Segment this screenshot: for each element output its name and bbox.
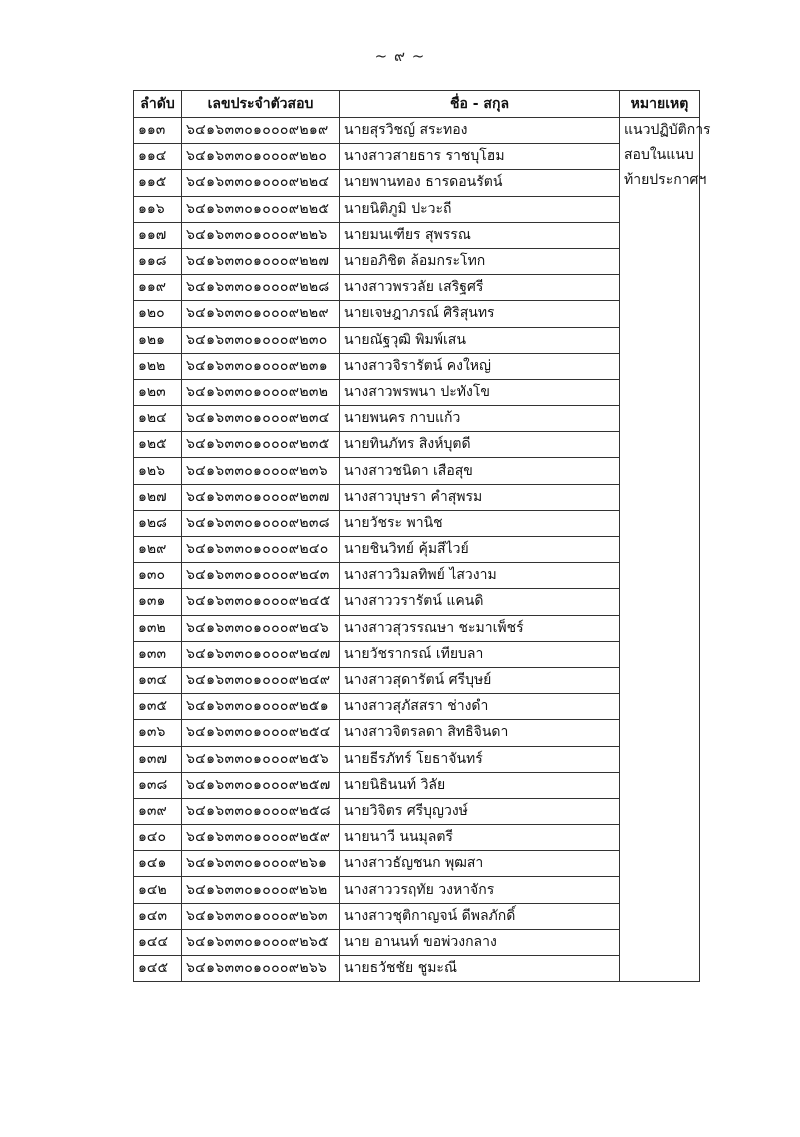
order-cell: ๑๒๖ <box>134 458 182 484</box>
name-cell: นายพนคร กาบแก้ว <box>340 406 620 432</box>
exam-id-cell: ๖๔๑๖๓๓๐๑๐๐๐๙๒๖๕ <box>182 929 340 955</box>
order-cell: ๑๓๓ <box>134 641 182 667</box>
name-cell: นางสาวชนิดา เสือสุข <box>340 458 620 484</box>
order-cell: ๑๓๕ <box>134 694 182 720</box>
table-row <box>134 458 700 484</box>
order-cell: ๑๒๒ <box>134 353 182 379</box>
table-row <box>134 406 700 432</box>
exam-id-cell: ๖๔๑๖๓๓๐๑๐๐๐๙๒๔๐ <box>182 537 340 563</box>
order-cell: ๑๔๒ <box>134 877 182 903</box>
exam-id-cell: ๖๔๑๖๓๓๐๑๐๐๐๙๒๖๓ <box>182 903 340 929</box>
order-cell: ๑๒๔ <box>134 406 182 432</box>
exam-id-cell: ๖๔๑๖๓๓๐๑๐๐๐๙๒๒๖ <box>182 222 340 248</box>
table-row <box>134 327 700 353</box>
exam-id-cell: ๖๔๑๖๓๓๐๑๐๐๐๙๒๖๖ <box>182 956 340 982</box>
table-row <box>134 275 700 301</box>
table-row <box>134 484 700 510</box>
name-cell: นายวัชระ พานิช <box>340 510 620 536</box>
table-row <box>134 563 700 589</box>
name-cell: นายอภิชิต ล้อมกระโทก <box>340 248 620 274</box>
remark-line: สอบในแนบ <box>624 147 694 163</box>
table-row <box>134 510 700 536</box>
table-row <box>134 667 700 693</box>
order-cell: ๑๓๘ <box>134 772 182 798</box>
order-cell: ๑๔๑ <box>134 851 182 877</box>
name-cell: นางสาวธัญชนก พุฒสา <box>340 851 620 877</box>
exam-id-cell: ๖๔๑๖๓๓๐๑๐๐๐๙๒๔๕ <box>182 589 340 615</box>
exam-id-cell: ๖๔๑๖๓๓๐๑๐๐๐๙๒๔๙ <box>182 667 340 693</box>
table-row <box>134 694 700 720</box>
name-cell: นายวิจิตร ศรีบุญวงษ์ <box>340 798 620 824</box>
name-cell: นางสาววรารัตน์ แคนดิ <box>340 589 620 615</box>
name-cell: นายวัชรากรณ์ เทียบลา <box>340 641 620 667</box>
exam-id-cell: ๖๔๑๖๓๓๐๑๐๐๐๙๒๓๑ <box>182 353 340 379</box>
table-row <box>134 353 700 379</box>
order-cell: ๑๒๕ <box>134 432 182 458</box>
table-row <box>134 589 700 615</box>
exam-id-cell: ๖๔๑๖๓๓๐๑๐๐๐๙๒๓๐ <box>182 327 340 353</box>
name-cell: นายนาวี นนมุลตรี <box>340 825 620 851</box>
name-cell: นางสาวพรพนา ปะทังโข <box>340 379 620 405</box>
table-row <box>134 746 700 772</box>
name-cell: นางสาวสายธาร ราชบุโฮม <box>340 144 620 170</box>
exam-id-cell: ๖๔๑๖๓๓๐๑๐๐๐๙๒๔๓ <box>182 563 340 589</box>
name-cell: นายนิธินนท์ วิลัย <box>340 772 620 798</box>
order-cell: ๑๒๙ <box>134 537 182 563</box>
exam-id-cell: ๖๔๑๖๓๓๐๑๐๐๐๙๒๓๘ <box>182 510 340 536</box>
name-cell: นายธวัชชัย ชูมะณี <box>340 956 620 982</box>
name-cell: นางสาวสุดารัตน์ ศรีบุษย์ <box>340 667 620 693</box>
name-cell: นายชินวิทย์ คุ้มสีไวย์ <box>340 537 620 563</box>
remark-line: แนวปฏิบัติการ <box>624 122 711 138</box>
table-row <box>134 615 700 641</box>
order-cell: ๑๑๓ <box>134 118 182 144</box>
table-body <box>134 118 711 982</box>
table-row <box>134 196 700 222</box>
order-cell: ๑๓๒ <box>134 615 182 641</box>
examinee-table <box>133 90 711 982</box>
table-row <box>134 301 700 327</box>
name-cell: นางสาวจิรารัตน์ คงใหญ่ <box>340 353 620 379</box>
exam-id-cell: ๖๔๑๖๓๓๐๑๐๐๐๙๒๒๕ <box>182 196 340 222</box>
table-row <box>134 851 700 877</box>
page-number: ~ ๙ ~ <box>374 47 426 65</box>
header-exam-id: เลขประจำตัวสอบ <box>182 91 340 118</box>
order-cell: ๑๑๕ <box>134 170 182 196</box>
name-cell: นายพานทอง ธารดอนรัตน์ <box>340 170 620 196</box>
order-cell: ๑๑๙ <box>134 275 182 301</box>
exam-id-cell: ๖๔๑๖๓๓๐๑๐๐๐๙๒๕๔ <box>182 720 340 746</box>
name-cell: นายนิติภูมิ ปะวะถี <box>340 196 620 222</box>
name-cell: นางสาวชุติกาญจน์ ดีพลภักดิ์ <box>340 903 620 929</box>
name-cell: นางสาววรฤทัย วงหาจักร <box>340 877 620 903</box>
name-cell: นายสุรวิชญ์ สระทอง <box>340 118 620 144</box>
header-remark: หมายเหตุ <box>620 91 700 118</box>
table-row <box>134 903 700 929</box>
order-cell: ๑๓๙ <box>134 798 182 824</box>
exam-id-cell: ๖๔๑๖๓๓๐๑๐๐๐๙๒๒๙ <box>182 301 340 327</box>
name-cell: นายเจษฎาภรณ์ ศิริสุนทร <box>340 301 620 327</box>
order-cell: ๑๑๗ <box>134 222 182 248</box>
order-cell: ๑๓๑ <box>134 589 182 615</box>
order-cell: ๑๒๗ <box>134 484 182 510</box>
name-cell: นางสาววิมลทิพย์ ไสวงาม <box>340 563 620 589</box>
remark-cell <box>620 118 711 982</box>
table-row <box>134 929 700 955</box>
table-row <box>134 537 700 563</box>
table-row <box>134 170 700 196</box>
name-cell: นางสาวพรวลัย เสริฐศรี <box>340 275 620 301</box>
table-row <box>134 877 700 903</box>
name-cell: นายทินภัทร สิงห์บุตดี <box>340 432 620 458</box>
table-row <box>134 222 700 248</box>
exam-id-cell: ๖๔๑๖๓๓๐๑๐๐๐๙๒๒๗ <box>182 248 340 274</box>
exam-id-cell: ๖๔๑๖๓๓๐๑๐๐๐๙๒๖๑ <box>182 851 340 877</box>
order-cell: ๑๒๑ <box>134 327 182 353</box>
header-name: ชื่อ - สกุล <box>340 91 620 118</box>
table-row <box>134 956 700 982</box>
exam-id-cell: ๖๔๑๖๓๓๐๑๐๐๐๙๒๕๑ <box>182 694 340 720</box>
table-row <box>134 772 700 798</box>
name-cell: นายธีรภัทร์ โยธาจันทร์ <box>340 746 620 772</box>
name-cell: นาย อานนท์ ขอพ่วงกลาง <box>340 929 620 955</box>
order-cell: ๑๑๖ <box>134 196 182 222</box>
order-cell: ๑๓๔ <box>134 667 182 693</box>
order-cell: ๑๔๐ <box>134 825 182 851</box>
order-cell: ๑๑๘ <box>134 248 182 274</box>
exam-id-cell: ๖๔๑๖๓๓๐๑๐๐๐๙๒๒๘ <box>182 275 340 301</box>
name-cell: นายณัฐวุฒิ พิมพ์เสน <box>340 327 620 353</box>
order-cell: ๑๔๔ <box>134 929 182 955</box>
exam-id-cell: ๖๔๑๖๓๓๐๑๐๐๐๙๒๕๙ <box>182 825 340 851</box>
table-row <box>134 825 700 851</box>
table-row <box>134 432 700 458</box>
table-header-row <box>134 91 700 118</box>
order-cell: ๑๒๓ <box>134 379 182 405</box>
order-cell: ๑๓๖ <box>134 720 182 746</box>
name-cell: นางสาวบุษรา คำสุพรม <box>340 484 620 510</box>
exam-id-cell: ๖๔๑๖๓๓๐๑๐๐๐๙๒๔๖ <box>182 615 340 641</box>
table-row <box>134 248 700 274</box>
name-cell: นายมนเฑียร สุพรรณ <box>340 222 620 248</box>
exam-id-cell: ๖๔๑๖๓๓๐๑๐๐๐๙๒๕๗ <box>182 772 340 798</box>
exam-id-cell: ๖๔๑๖๓๓๐๑๐๐๐๙๒๑๙ <box>182 118 340 144</box>
name-cell: นางสาวสุภัสสรา ช่างดำ <box>340 694 620 720</box>
name-cell: นางสาวสุวรรณษา ชะมาเพ็ชร์ <box>340 615 620 641</box>
order-cell: ๑๒๘ <box>134 510 182 536</box>
remark-line: ท้ายประกาศฯ <box>624 172 707 188</box>
table-row <box>134 798 700 824</box>
header-order: ลำดับ <box>134 91 182 118</box>
exam-id-cell: ๖๔๑๖๓๓๐๑๐๐๐๙๒๓๕ <box>182 432 340 458</box>
exam-id-cell: ๖๔๑๖๓๓๐๑๐๐๐๙๒๒๔ <box>182 170 340 196</box>
exam-id-cell: ๖๔๑๖๓๓๐๑๐๐๐๙๒๓๖ <box>182 458 340 484</box>
exam-id-cell: ๖๔๑๖๓๓๐๑๐๐๐๙๒๓๔ <box>182 406 340 432</box>
table-row <box>134 118 700 144</box>
order-cell: ๑๒๐ <box>134 301 182 327</box>
table-row <box>134 720 700 746</box>
order-cell: ๑๔๕ <box>134 956 182 982</box>
exam-id-cell: ๖๔๑๖๓๓๐๑๐๐๐๙๒๔๗ <box>182 641 340 667</box>
table-row <box>134 641 700 667</box>
exam-id-cell: ๖๔๑๖๓๓๐๑๐๐๐๙๒๕๖ <box>182 746 340 772</box>
exam-id-cell: ๖๔๑๖๓๓๐๑๐๐๐๙๒๓๗ <box>182 484 340 510</box>
exam-id-cell: ๖๔๑๖๓๓๐๑๐๐๐๙๒๓๒ <box>182 379 340 405</box>
name-cell: นางสาวจิตรลดา สิทธิจินดา <box>340 720 620 746</box>
exam-id-cell: ๖๔๑๖๓๓๐๑๐๐๐๙๒๕๘ <box>182 798 340 824</box>
order-cell: ๑๑๔ <box>134 144 182 170</box>
table-row <box>134 379 700 405</box>
exam-id-cell: ๖๔๑๖๓๓๐๑๐๐๐๙๒๒๐ <box>182 144 340 170</box>
order-cell: ๑๓๐ <box>134 563 182 589</box>
table-row <box>134 144 700 170</box>
order-cell: ๑๓๗ <box>134 746 182 772</box>
order-cell: ๑๔๓ <box>134 903 182 929</box>
exam-id-cell: ๖๔๑๖๓๓๐๑๐๐๐๙๒๖๒ <box>182 877 340 903</box>
